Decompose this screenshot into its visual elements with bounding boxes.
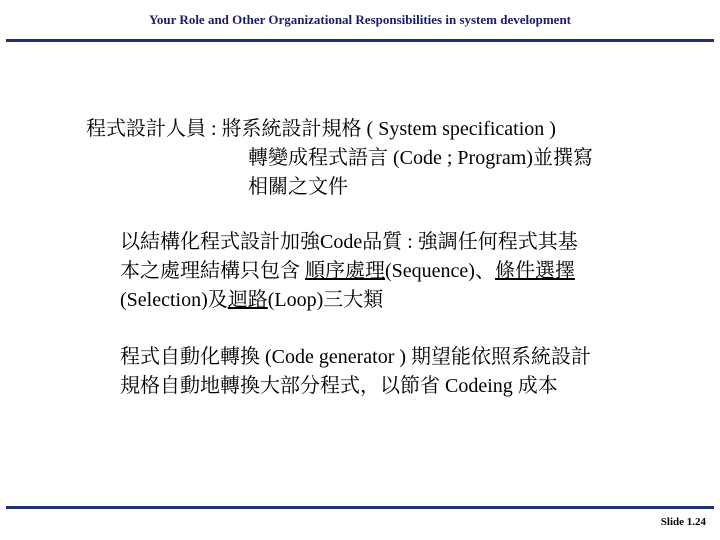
text-segment: (Selection)及 [120, 289, 228, 311]
slide-number: Slide 1.24 [660, 516, 706, 528]
text-segment: (Sequence)、 [385, 260, 495, 282]
text-line: 規格自動地轉換大部分程式，以節省 Codeing 成本 [120, 375, 558, 397]
text-line [120, 286, 578, 315]
text-line: 程式設計人員 : 將系統設計規格 ( System specification ) [86, 118, 556, 140]
text-line: 相關之文件 [248, 176, 348, 198]
underlined-term-sequence: 順序處理 [305, 260, 385, 282]
text-block-programmer-role [86, 115, 593, 202]
text-line [120, 257, 578, 286]
footer-divider [6, 506, 714, 509]
text-block-structured-programming [120, 228, 578, 315]
text-line: 程式自動化轉換 (Code generator ) 期望能依照系統設計 [120, 346, 592, 368]
underlined-term-loop: 迴路 [227, 289, 268, 311]
text-segment: 本之處理結構只包含 [120, 260, 305, 282]
text-line: 轉變成程式語言 (Code ; Program)並撰寫 [248, 147, 593, 169]
text-line: 以結構化程式設計加強Code品質 : 強調任何程式其基 [120, 231, 578, 253]
text-block-code-generator [120, 343, 591, 401]
page-title: Your Role and Other Organizational Responsibilities in system development [148, 12, 572, 27]
underlined-term-selection: 條件選擇 [494, 260, 575, 282]
header-divider [6, 39, 714, 42]
text-segment: (Loop)三大類 [267, 289, 384, 311]
